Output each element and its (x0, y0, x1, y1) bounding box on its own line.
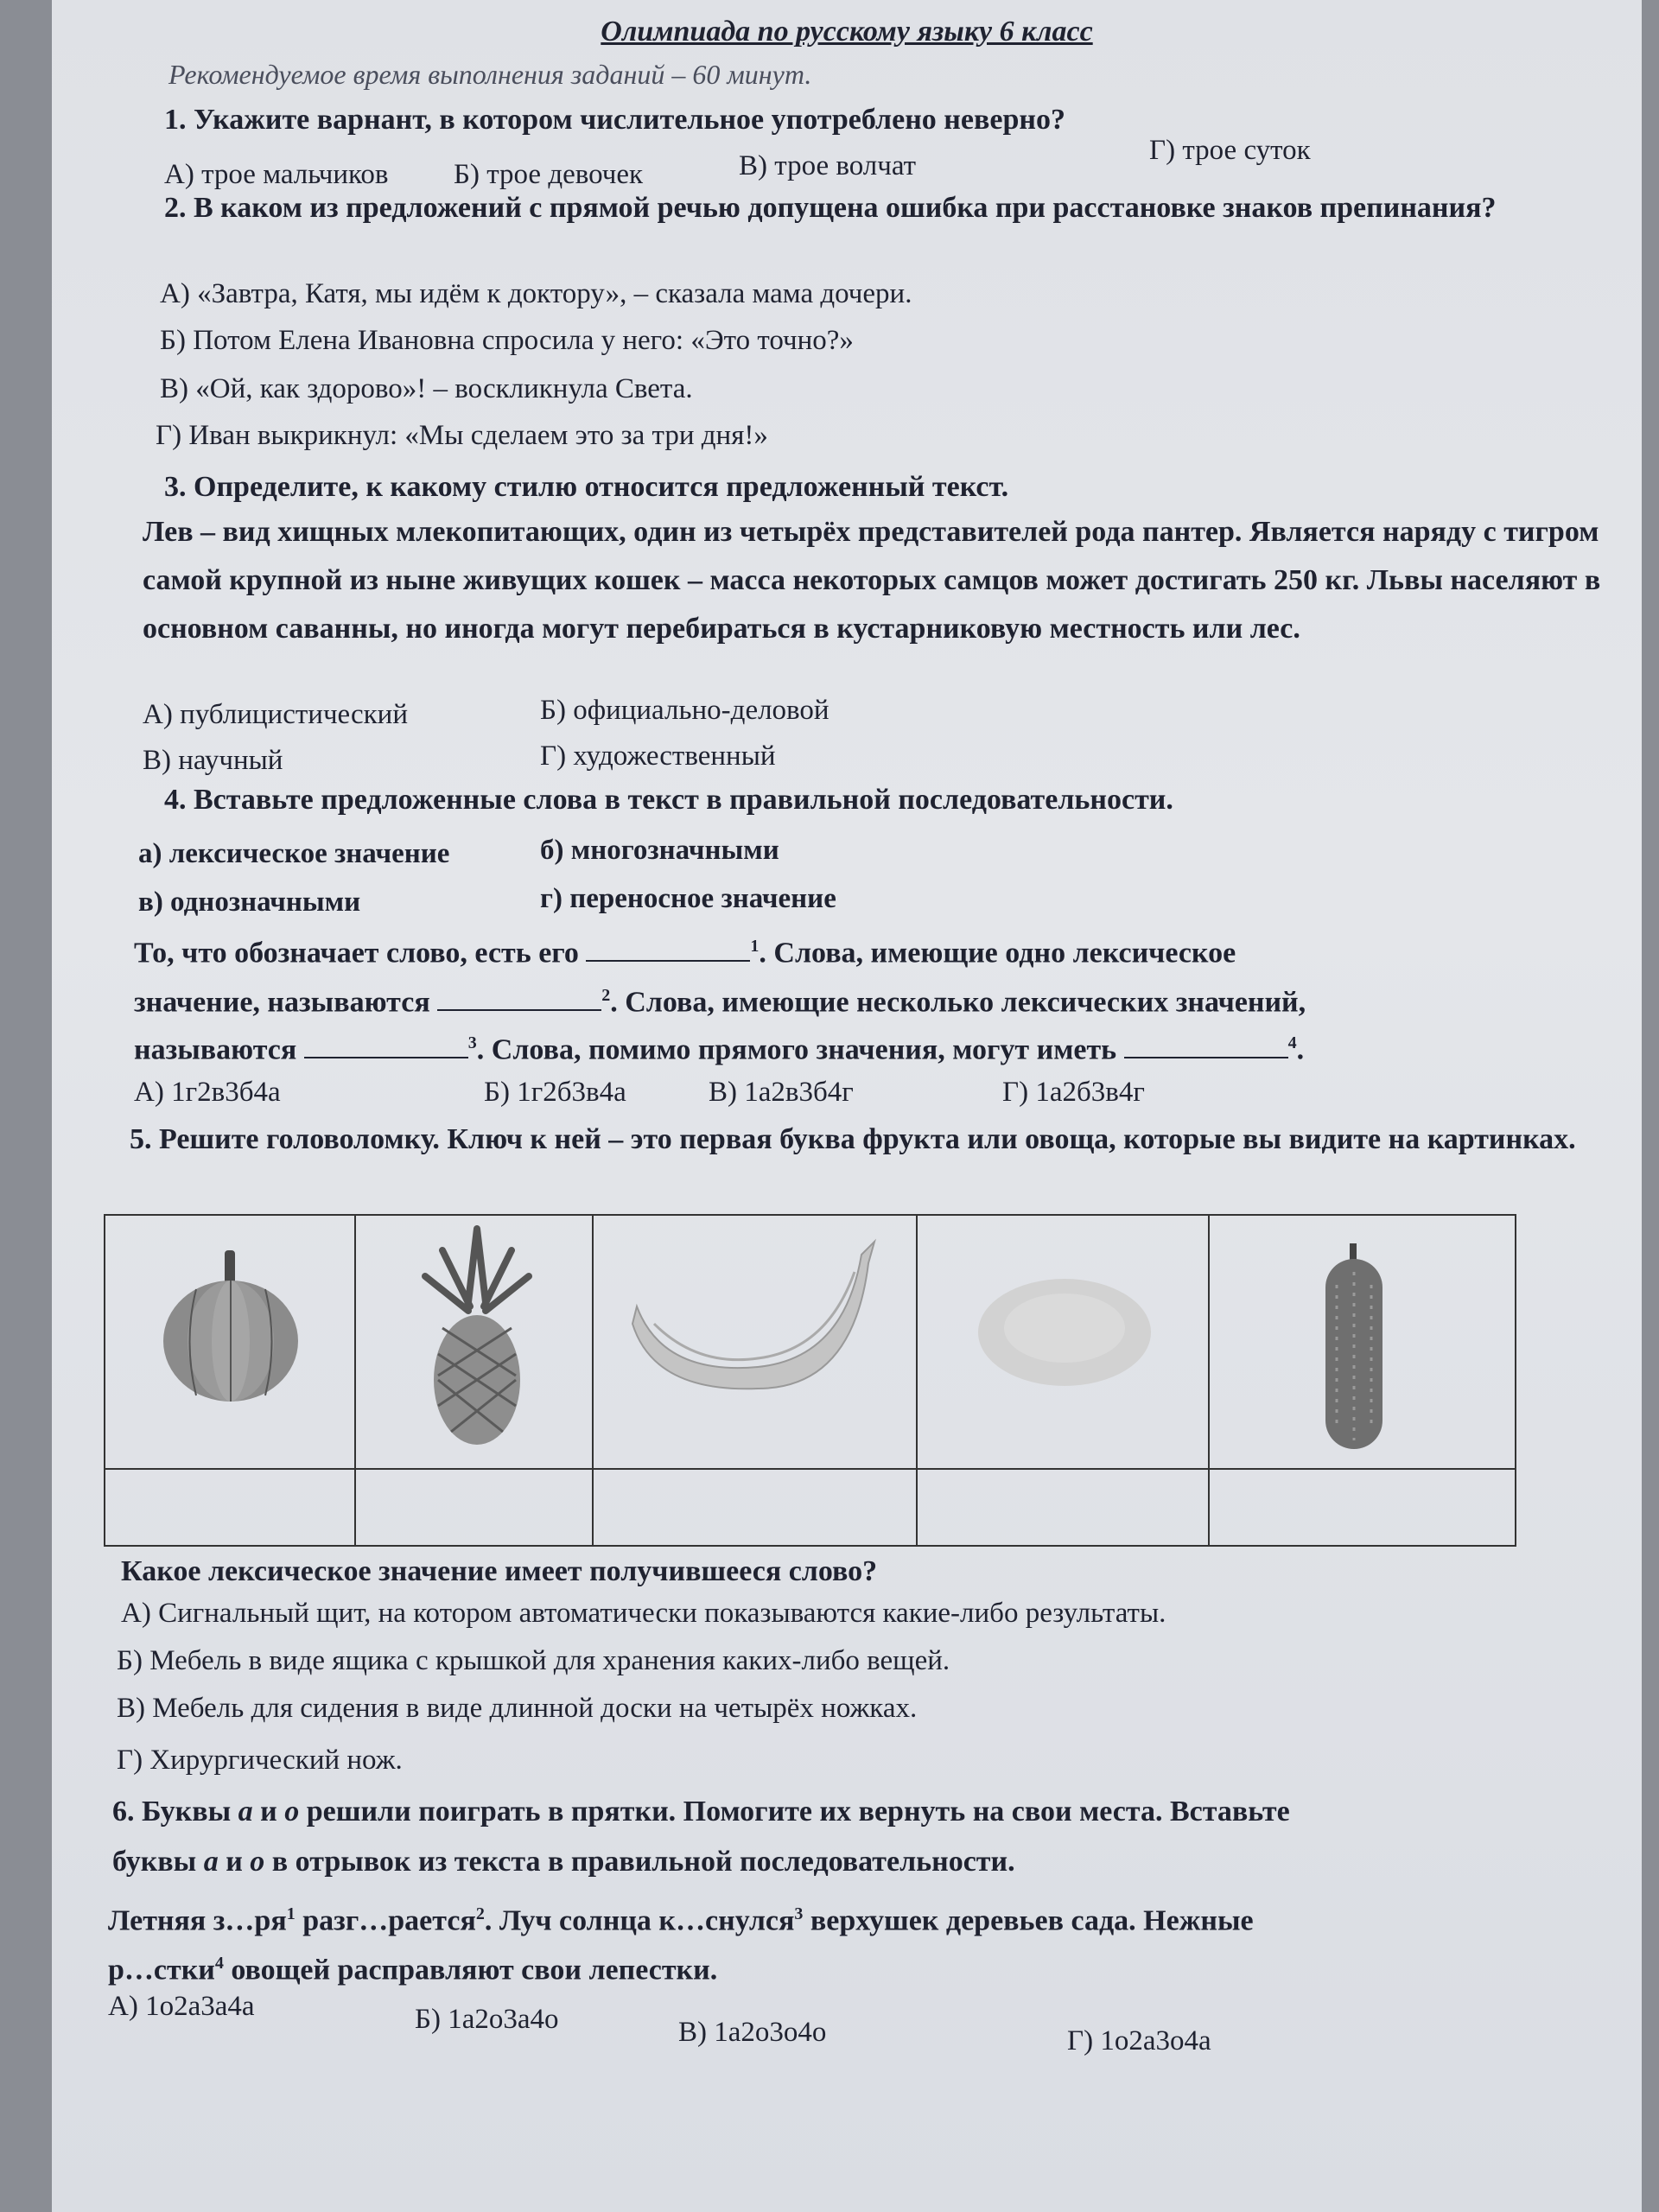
q4-word-d: г) переносное значение (540, 883, 836, 914)
question-5: 5. Решите головоломку. Ключ к ней – это первая буква фрукта или овоща, которые вы видите на картинках. (130, 1123, 1576, 1155)
q4-text: . Слова, имеющие одно лексическое (759, 937, 1236, 969)
q3-option-d: Г) художественный (540, 741, 776, 772)
q3-option-b: Б) официально-деловой (540, 695, 830, 726)
time-note: Рекомендуемое время выполнения заданий – 60 минут. (168, 59, 812, 90)
q1-option-d: Г) трое суток (1149, 135, 1311, 166)
q4-text: . Слова, имеющие несколько лексических значений, (610, 986, 1306, 1019)
letter-a: а (238, 1796, 253, 1827)
blank-number: 3 (467, 1033, 477, 1052)
answer-cell-3[interactable] (594, 1470, 918, 1547)
q6-passage-text: Летняя з…ря (108, 1904, 287, 1937)
q4-text: называются (134, 1033, 297, 1066)
q4-option-d: Г) 1а2б3в4г (1002, 1077, 1145, 1108)
q6-text: решили поиграть в прятки. Помогите их вернуть на свои места. Вставьте (306, 1796, 1290, 1827)
gap-number: 1 (286, 1904, 296, 1923)
q6-text: и (226, 1846, 243, 1878)
q6-passage-text: . Луч солнца к…снулся (484, 1904, 795, 1937)
q2-option-d: Г) Иван выкрикнул: «Мы сделаем это за три дня!» (156, 420, 768, 451)
q3-option-a: А) публицистический (143, 699, 409, 730)
lemon-icon (969, 1268, 1160, 1397)
q5-option-a: А) Сигнальный щит, на котором автоматически показываются какие-либо результаты. (121, 1598, 1166, 1629)
worksheet (52, 0, 1642, 2212)
question-2: 2. В каком из предложений с прямой речью допущена ошибка при расстановке знаков препинания? (164, 192, 1497, 224)
q5-question: Какое лексическое значение имеет получившееся слово? (121, 1555, 878, 1587)
q4-line-1 (134, 923, 1236, 976)
q6-text: в отрывок из текста в правильной последовательности. (271, 1846, 1015, 1878)
blank-number: 4 (1287, 1033, 1297, 1052)
q6-passage-text: верхушек деревьев сада. Нежные (810, 1904, 1254, 1937)
answer-cell-2[interactable] (356, 1470, 594, 1547)
question-6-line-2 (112, 1839, 1015, 1885)
q4-word-c: в) однозначными (138, 887, 361, 918)
q6-passage-text: р…стки (108, 1954, 215, 1986)
q6-option-a: А) 1о2а3а4а (108, 1991, 255, 2022)
page-title: Олимпиада по русскому языку 6 класс (601, 16, 1093, 48)
answer-cell-1[interactable] (105, 1470, 356, 1547)
q4-word-b: б) многозначными (540, 835, 779, 866)
q4-text: значение, называются (134, 986, 430, 1019)
question-6-line-1 (112, 1789, 1290, 1835)
q5-option-c: В) Мебель для сидения в виде длинной доски на четырёх ножках. (117, 1693, 918, 1724)
q1-option-c: В) трое волчат (739, 150, 917, 181)
gap-number: 2 (475, 1904, 485, 1923)
gap-number: 3 (794, 1904, 804, 1923)
blank-1[interactable] (586, 934, 750, 962)
q6-option-c: В) 1а2о3о4о (678, 2017, 827, 2048)
q4-line-2 (134, 972, 1306, 1026)
pineapple-icon (416, 1224, 537, 1449)
cucumber-icon (1315, 1242, 1393, 1453)
q4-option-c: В) 1а2в3б4г (709, 1077, 854, 1108)
q6-option-d: Г) 1о2а3о4а (1067, 2025, 1211, 2056)
question-4: 4. Вставьте предложенные слова в текст в правильной последовательности. (164, 784, 1173, 816)
gap-number: 4 (214, 1954, 224, 1973)
q6-passage-text: разг…рается (302, 1904, 476, 1937)
answer-cell-5[interactable] (1210, 1470, 1516, 1547)
q4-text: . Слова, помимо прямого значения, могут иметь (476, 1033, 1117, 1066)
q3-passage: Лев – вид хищных млекопитающих, один из четырёх представителей рода пантер. Является наряду с тигром самой крупной из ныне живущих кошек – масса некоторых самцов может достигать 250 кг. Львы населяют в основном саванны, но иногда могут перебираться в кустарниковую местность или лес. (143, 516, 1601, 645)
blank-2[interactable] (437, 983, 601, 1011)
question-3: 3. Определите, к какому стилю относится предложенный текст. (164, 471, 1009, 503)
q1-option-b: Б) трое девочек (454, 159, 644, 190)
blank-number: 2 (601, 986, 611, 1005)
q4-line-3 (134, 1020, 1304, 1073)
answer-cell-4[interactable] (918, 1470, 1210, 1547)
q6-passage-text: овощей расправляют свои лепестки. (231, 1954, 718, 1986)
q4-option-a: А) 1г2в3б4а (134, 1077, 281, 1108)
pumpkin-icon (157, 1242, 304, 1406)
q4-word-a: а) лексическое значение (138, 838, 450, 869)
letter-o: о (250, 1846, 265, 1878)
letter-a: а (203, 1846, 219, 1878)
q4-option-b: Б) 1г2б3в4а (484, 1077, 626, 1108)
q6-text: буквы (112, 1846, 197, 1878)
q6-text: и (260, 1796, 277, 1827)
q6-passage-line-1 (108, 1891, 1254, 1944)
q6-text: 6. Буквы (112, 1796, 232, 1827)
q2-option-a: А) «Завтра, Катя, мы идём к доктору», – сказала мама дочери. (160, 278, 912, 309)
question-1: 1. Укажите варнант, в котором числительное употреблено неверно? (164, 104, 1065, 136)
letter-o: о (284, 1796, 300, 1827)
blank-number: 1 (750, 937, 760, 956)
q6-passage-line-2 (108, 1940, 717, 1993)
q2-option-b: Б) Потом Елена Ивановна спросила у него: «Это точно?» (160, 325, 854, 356)
q5-option-d: Г) Хирургический нож. (117, 1745, 403, 1776)
q4-text: . (1296, 1033, 1305, 1066)
q2-option-c: В) «Ой, как здорово»! – воскликнула Света. (160, 373, 693, 404)
picture-puzzle-table (104, 1214, 1516, 1547)
banana-icon (628, 1229, 887, 1402)
q3-option-c: В) научный (143, 745, 283, 776)
q1-option-a: А) трое мальчиков (164, 159, 389, 190)
q6-option-b: Б) 1а2о3а4о (415, 2004, 559, 2035)
blank-4[interactable] (1124, 1031, 1288, 1058)
q5-option-b: Б) Мебель в виде ящика с крышкой для хранения каких-либо вещей. (117, 1645, 950, 1676)
q4-text: То, что обозначает слово, есть его (134, 937, 579, 969)
blank-3[interactable] (304, 1031, 468, 1058)
